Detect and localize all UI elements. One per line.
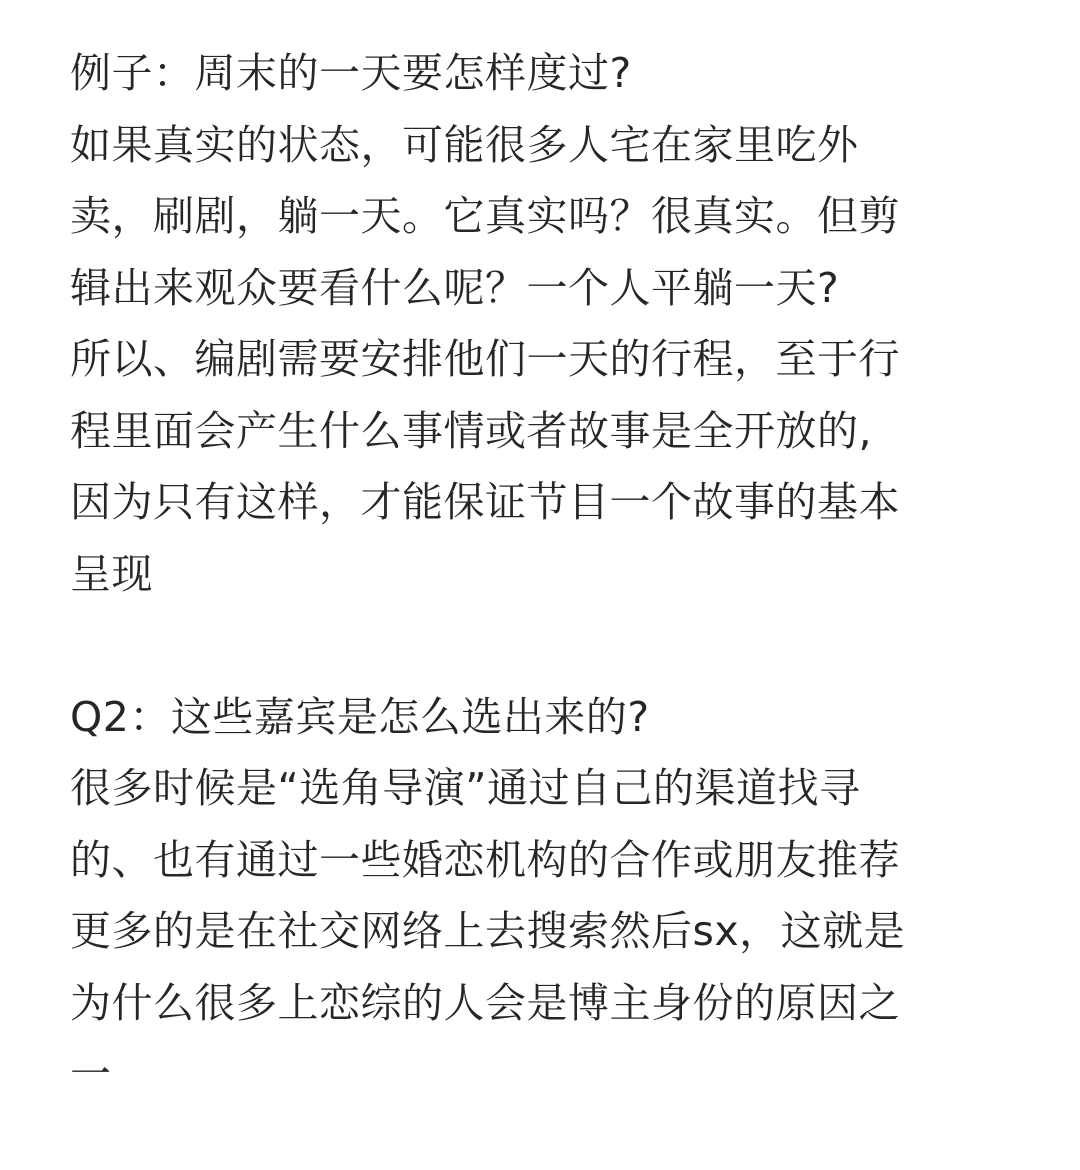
text-line: Q2：这些嘉宾是怎么选出来的?: [70, 692, 650, 741]
paragraph-q2: [70, 682, 1020, 1111]
paragraph-spacer: [70, 610, 1020, 682]
text-line: 辑出来观众要看什么呢？一个人平躺一天?: [70, 263, 840, 312]
text-line: 如果真实的状态，可能很多人宅在家里吃外: [70, 120, 859, 169]
text-line: 呈现: [70, 549, 153, 598]
text-line: 因为只有这样，才能保证节目一个故事的基本: [70, 478, 900, 526]
text-line: 更多的是在社交网络上去搜索然后sx，这就是: [70, 907, 906, 955]
paragraph-example: [70, 38, 1020, 610]
article-body: [70, 38, 1020, 1111]
text-line: 例子：周末的一天要怎样度过?: [70, 49, 632, 97]
text-line: 的、也有通过一些婚恋机构的合作或朋友推荐: [70, 835, 900, 884]
text-line: 一: [70, 1050, 112, 1098]
text-line: 程里面会产生什么事情或者故事是全开放的,: [70, 406, 873, 455]
text-line: 卖，刷剧，躺一天。它真实吗？很真实。但剪: [70, 192, 900, 240]
text-line: 所以、编剧需要安排他们一天的行程，至于行: [70, 335, 900, 383]
text-line: 很多时候是“选角导演”通过自己的渠道找寻: [70, 764, 861, 812]
text-line: 为什么很多上恋综的人会是博主身份的原因之: [70, 978, 900, 1027]
